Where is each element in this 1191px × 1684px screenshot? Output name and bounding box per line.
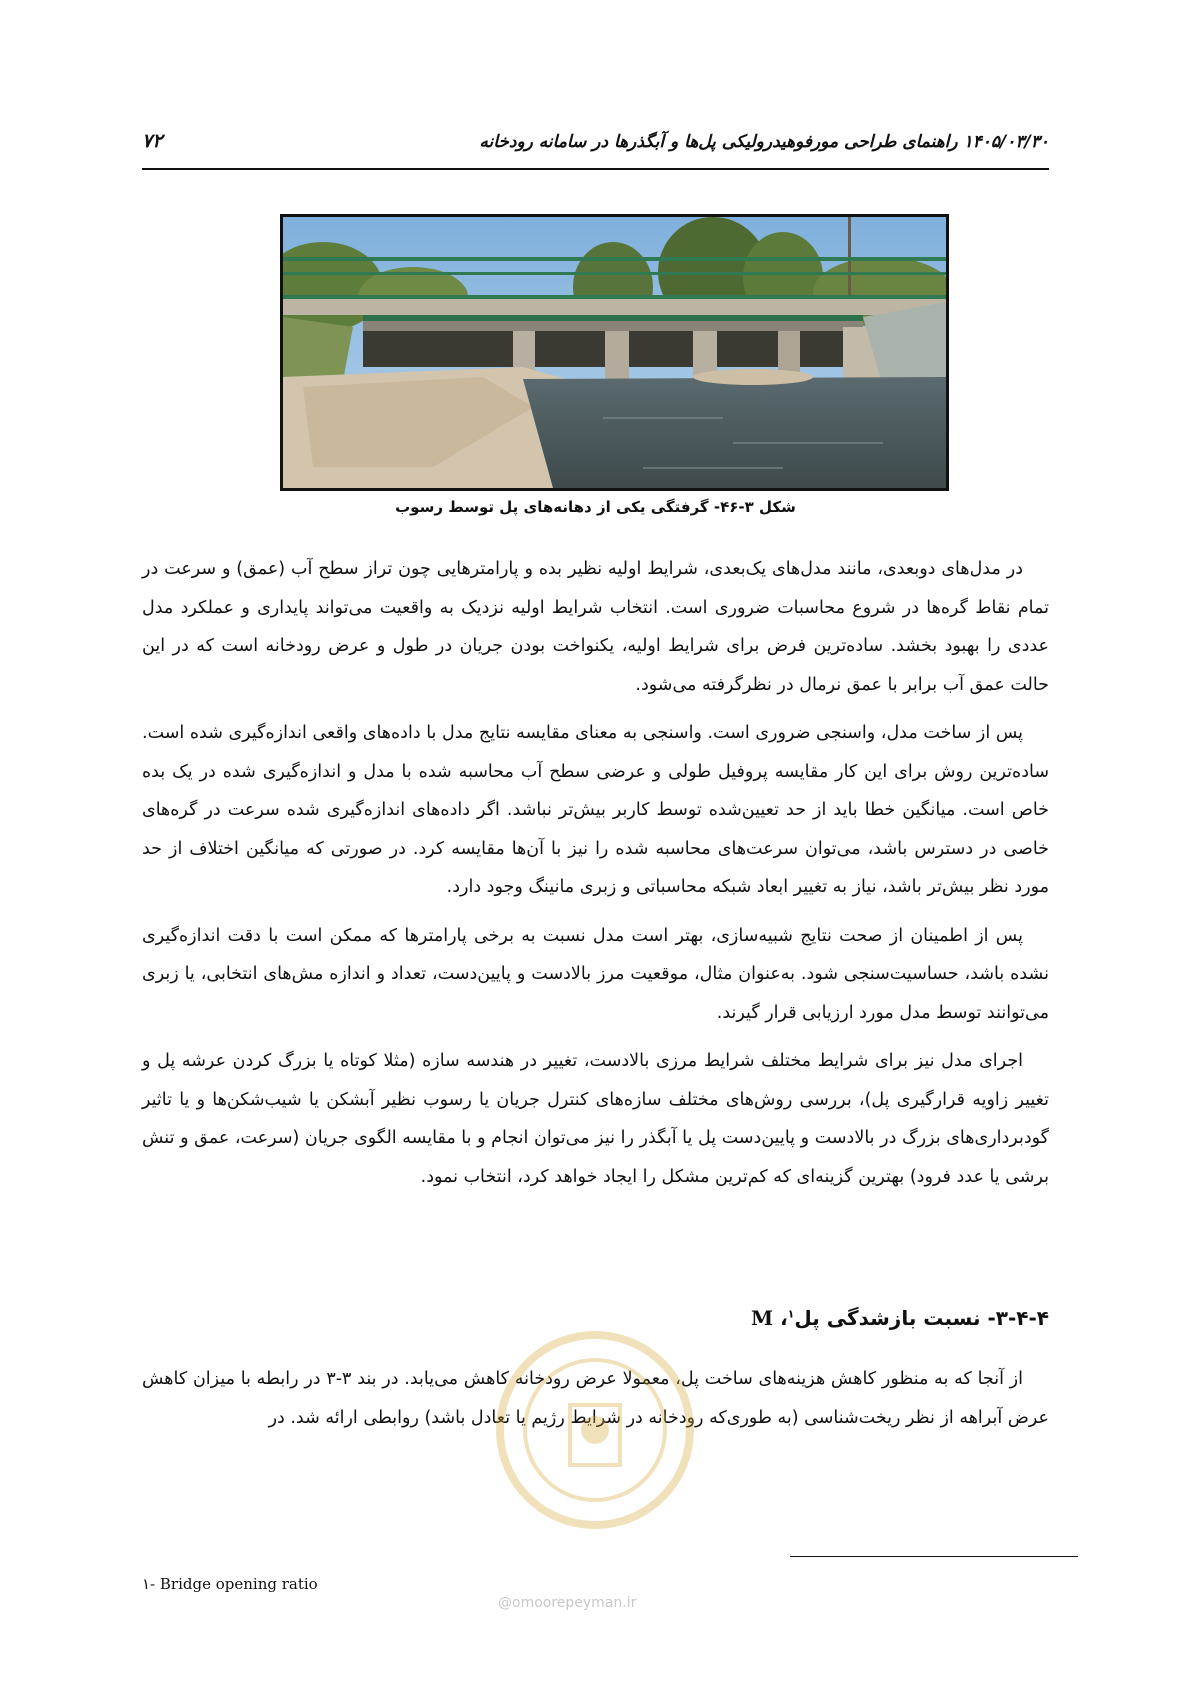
body-text-continued bbox=[142, 1360, 1049, 1437]
paragraph-1: در مدل‌های دوبعدی، مانند مدل‌های یک‌بعدی، شرایط اولیه نظیر بده و پارامترهایی چون تراز سطح آب (عمق) و سرعت در تمام نقاط گره‌ها در شروع محاسبات ضروری است. انتخاب شرایط اولیه نزدیک به واقعیت می‌تواند پایداری و عملکرد مدل عددی را بهبود بخشد. ساده‌ترین فرض برای شرایط اولیه، یکنواخت بودن جریان در طول و عرض رودخانه است که در این حالت عمق آب برابر با عمق نرمال در نظرگرفته می‌شود. bbox=[142, 559, 1049, 695]
page-header bbox=[142, 128, 1049, 170]
watermark-url: @omoorepeyman.ir bbox=[498, 1595, 637, 1611]
paragraph-5: از آنجا که به منظور کاهش هزینه‌های ساخت پل، معمولا عرض رودخانه کاهش می‌یابد. در بند ۳-۳ در رابطه با میزان کاهش عرض آبراهه از نظر ریخت‌شناسی (به طوری‌که رودخانه در شرایط رژیم یا تعادل باشد) روابطی ارائه شد. در bbox=[142, 1369, 1049, 1428]
page-number: ۷۲ bbox=[142, 130, 163, 152]
paragraph-3: پس از اطمینان از صحت نتایج شبیه‌سازی، بهتر است مدل نسبت به برخی پارامترها که ممکن است با دقت اندازه‌گیری نشده باشد، حساسیت‌سنجی شود. به‌عنوان مثال، موقعیت مرز بالادست و پایین‌دست، تعداد و اندازه مش‌های انتخابی، یا زبری می‌توانند توسط مدل مورد ارزیابی قرار گیرند. bbox=[142, 925, 1049, 1023]
footnote-ref: ۱ bbox=[787, 1307, 795, 1321]
paragraph-2: پس از ساخت مدل، واسنجی ضروری است. واسنجی به معنای مقایسه نتایج مدل با داده‌های واقعی اندازه‌گیری شده است. ساده‌ترین روش برای این کار مقایسه پروفیل طولی و عرضی سطح آب محاسبه شده با مدل و اندازه‌گیری شده در یک بده خاص است. میانگین خطا باید از حد تعیین‌شده توسط کاربر بیش‌تر نباشد. اگر داده‌های اندازه‌گیری شده سرعت در گره‌های خاصی در دسترس باشد، می‌توان سرعت‌های محاسبه شده را نیز با آن‌ها مقایسه کرد. در صورتی که میانگین اختلاف از حد مورد نظر بیش‌تر باشد، نیاز به تغییر ابعاد شبکه محاسباتی و زبری مانینگ وجود دارد. bbox=[142, 723, 1049, 897]
footnote: ۱- Bridge opening ratio bbox=[142, 1575, 318, 1593]
bridge-photo bbox=[280, 214, 949, 491]
footnote-separator bbox=[790, 1556, 1078, 1557]
ratio-symbol: M bbox=[750, 1306, 774, 1330]
body-text bbox=[142, 550, 1049, 1206]
figure-caption: شکل ۳-۴۶- گرفتگی یکی از دهانه‌های پل توسط رسوب bbox=[395, 498, 796, 516]
section-heading: ۳-۴-۴- نسبت بازشدگی پل$^۱$، M bbox=[750, 1306, 1049, 1330]
paragraph-4: اجرای مدل نیز برای شرایط مختلف شرایط مرزی بالادست، تغییر در هندسه سازه (مثلا کوتاه یا بزرگ کردن عرشه پل و تغییر زاویه قرارگیری پل)، بررسی روش‌های مختلف سازه‌های کنترل جریان یا رسوب نظیر آبشکن یا شیب‌شکن‌ها و یا تاثیر گودبرداری‌های بزرگ در بالادست و پایین‌دست پل یا آبگذر را نیز می‌توان انجام و با مقایسه الگوی جریان (سرعت، عمق و تنش برشی یا عدد فرود) بهترین گزینه‌ای که کم‌ترین مشکل را ایجاد خواهد کرد، انتخاب نمود. bbox=[142, 1051, 1049, 1187]
section-heading-text: ۳-۴-۴- نسبت بازشدگی پل bbox=[794, 1306, 1049, 1330]
bridge-photo-illustration bbox=[283, 217, 946, 488]
running-title: ۱۴۰۵/۰۳/۳۰ راهنمای طراحی مورفوهیدرولیکی پل‌ها و آبگذرها در سامانه رودخانه bbox=[479, 132, 1049, 152]
